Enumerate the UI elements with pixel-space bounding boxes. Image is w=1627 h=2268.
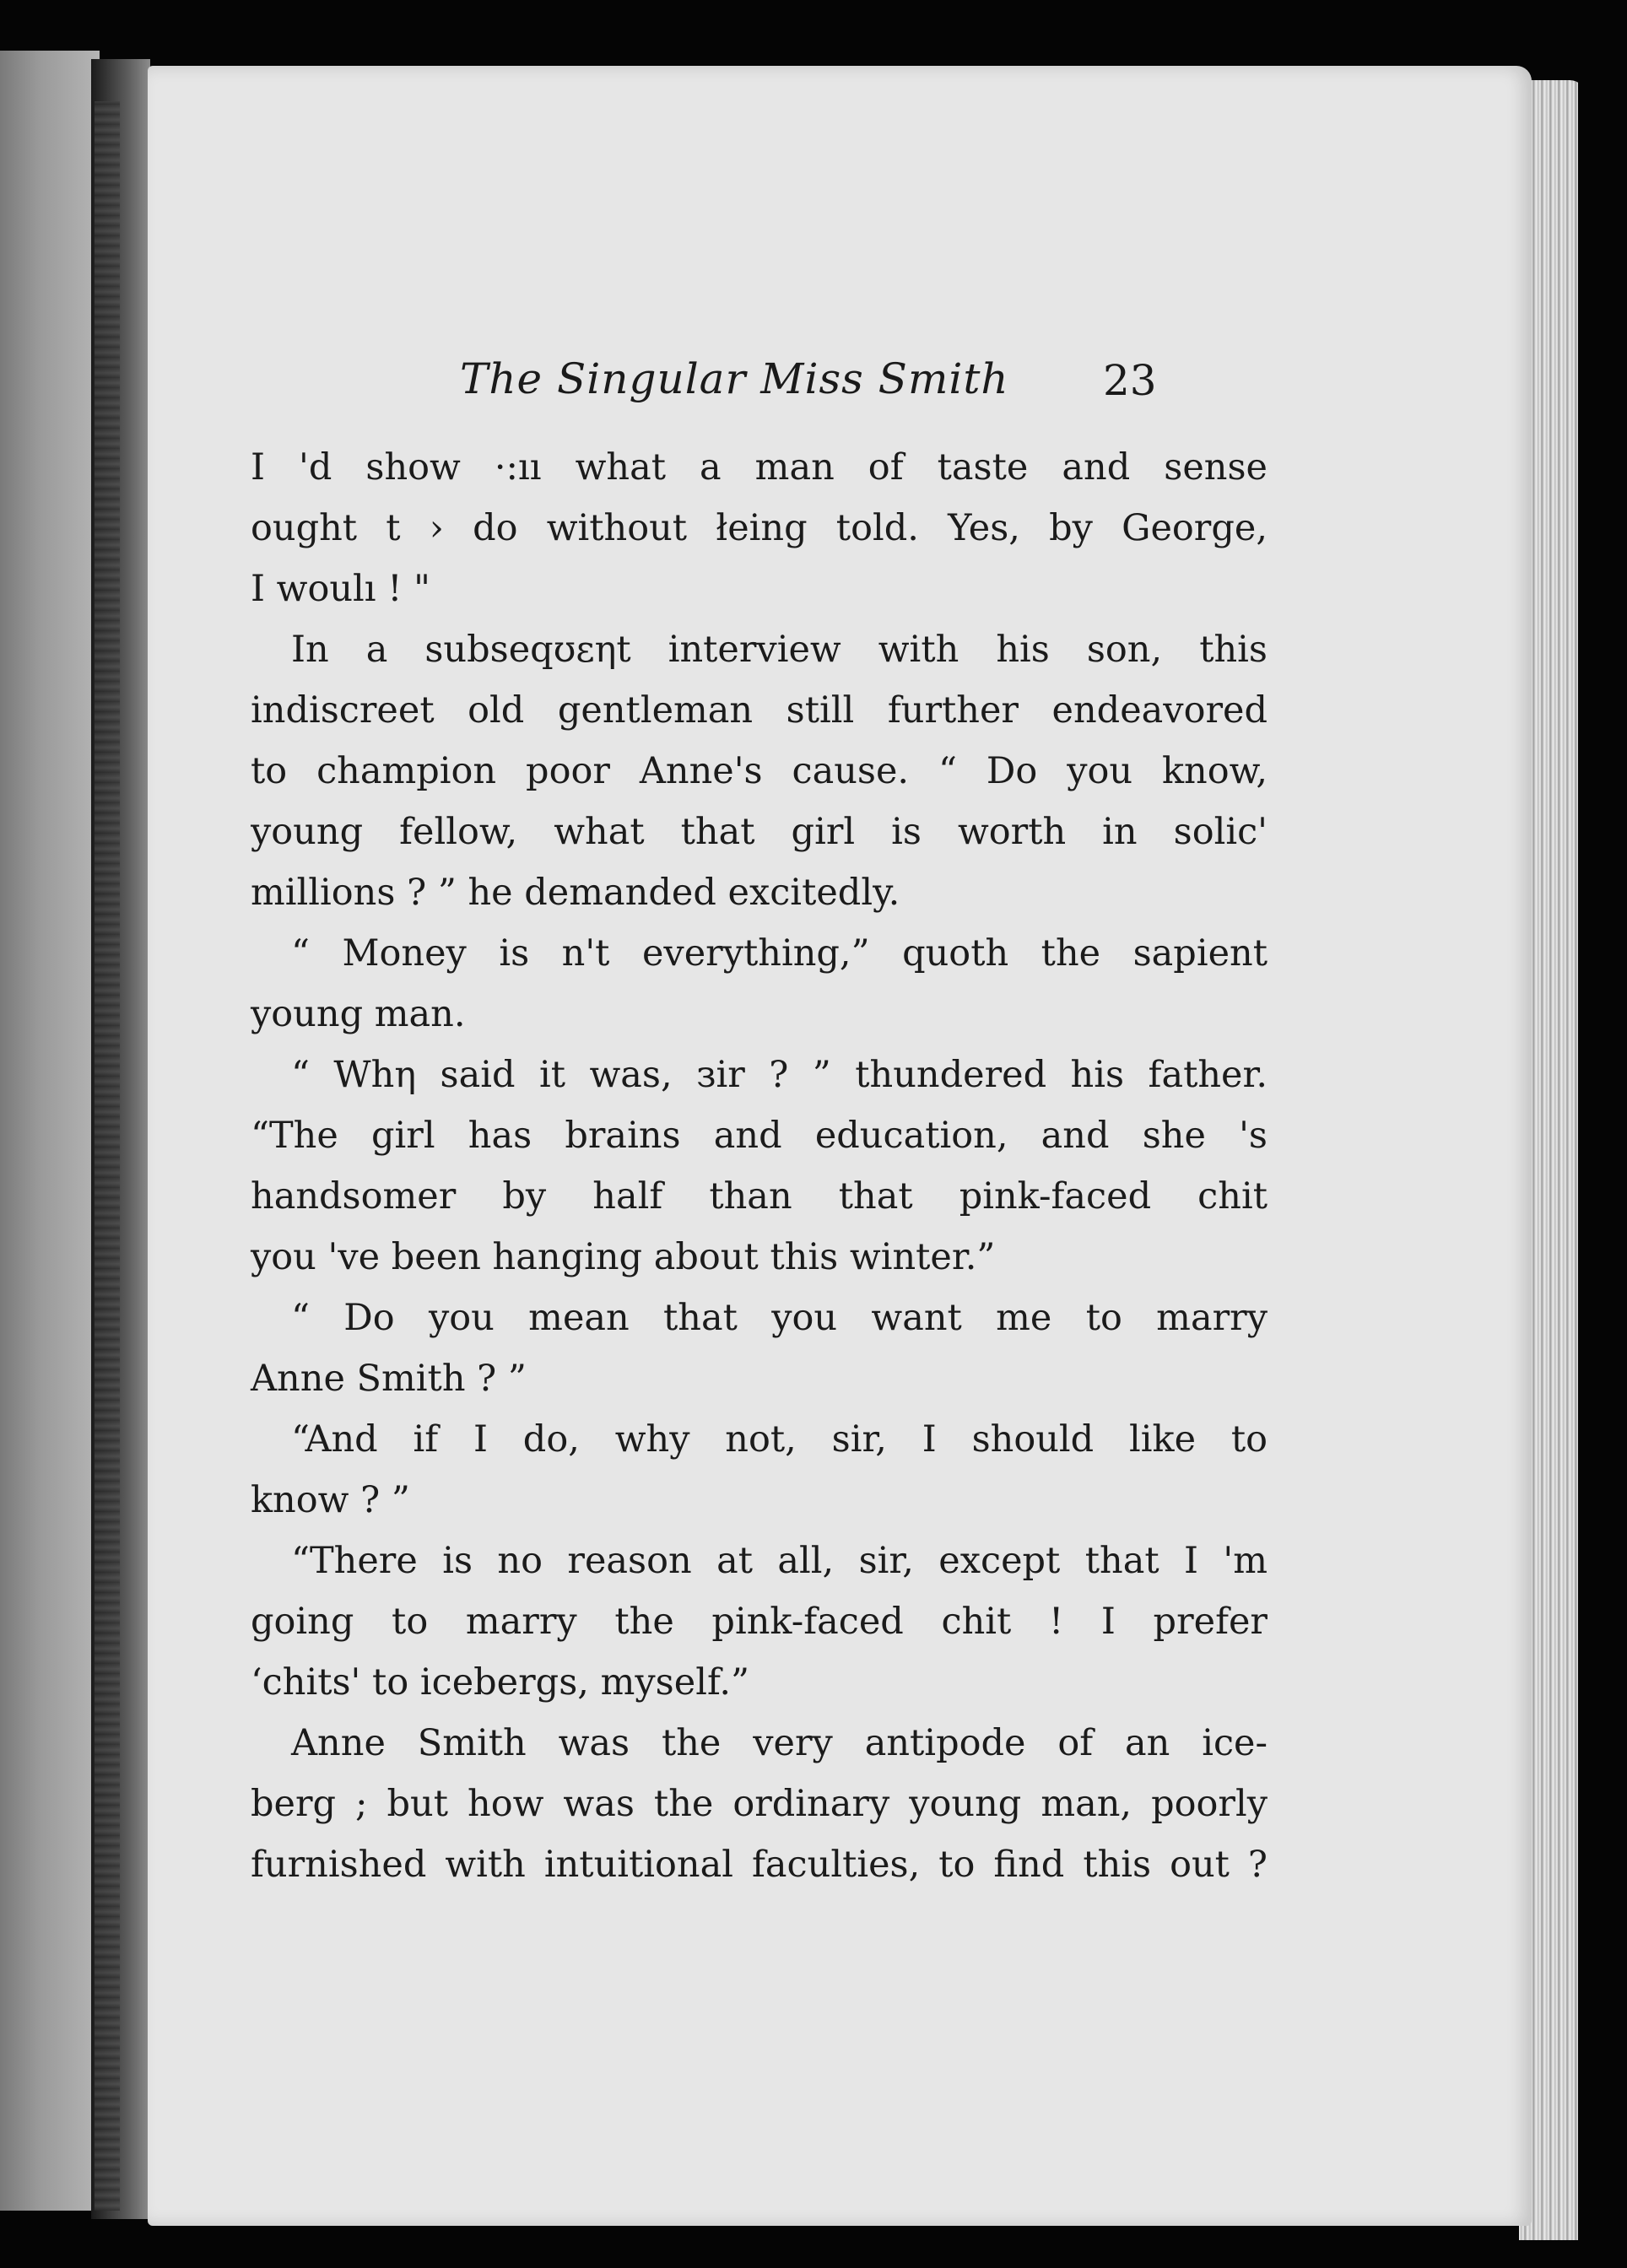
text-line: indiscreet old gentleman still further endeavored — [251, 689, 1268, 732]
text-line: to champion poor Anne's cause. “ Do you know, — [251, 750, 1268, 792]
text-line: ought t › do without łeing told. Yes, by George, — [251, 507, 1268, 549]
body-text — [251, 437, 1268, 1895]
text-line: “ Money is n't everything,” quoth the sapient — [291, 932, 1268, 975]
gutter-texture — [95, 101, 120, 2211]
text-line: Anne Smith ? ” — [251, 1358, 527, 1400]
text-line: I woulı ! " — [251, 568, 430, 610]
running-title: The Singular Miss Smith — [460, 354, 1009, 403]
book-page — [148, 66, 1532, 2226]
text-line: I 'd show ·:ıı what a man of taste and sense — [251, 446, 1268, 489]
right-background — [1578, 68, 1627, 2268]
left-page-edge — [0, 51, 100, 2211]
text-line: handsomer by half than that pink-faced chit — [251, 1175, 1268, 1218]
text-line: “ Whη said it was, зir ? ” thundered his father. — [291, 1054, 1268, 1096]
text-line: furnished with intuitional faculties, to find this out ? — [251, 1844, 1268, 1886]
text-line: know ? ” — [251, 1479, 410, 1521]
text-line: millions ? ” he demanded excitedly. — [251, 872, 900, 914]
text-line: going to marry the pink-faced chit ! I prefer — [251, 1601, 1268, 1643]
text-line: “ Do you mean that you want me to marry — [291, 1297, 1268, 1339]
text-line: ‘chits' to icebergs, myself.” — [251, 1661, 749, 1704]
text-line: In a subseqʊεηt interview with his son, this — [291, 629, 1268, 671]
text-line: “The girl has brains and education, and she 's — [251, 1115, 1268, 1157]
text-line: young fellow, what that girl is worth in soliс' — [251, 811, 1268, 853]
text-line: you 've been hanging about this winter.” — [251, 1236, 996, 1278]
text-line: Anne Smith was the very antipode of an ice- — [291, 1722, 1268, 1764]
text-line: “There is no reason at all, sir, except that I 'm — [291, 1540, 1268, 1582]
text-line: “And if I do, why not, sir, I should like to — [291, 1418, 1268, 1461]
page-header — [148, 344, 1532, 420]
text-line: young man. — [251, 993, 466, 1035]
text-line: berg ; but how was the ordinary young man, poorly — [251, 1783, 1268, 1825]
page-number: 23 — [1103, 356, 1157, 405]
